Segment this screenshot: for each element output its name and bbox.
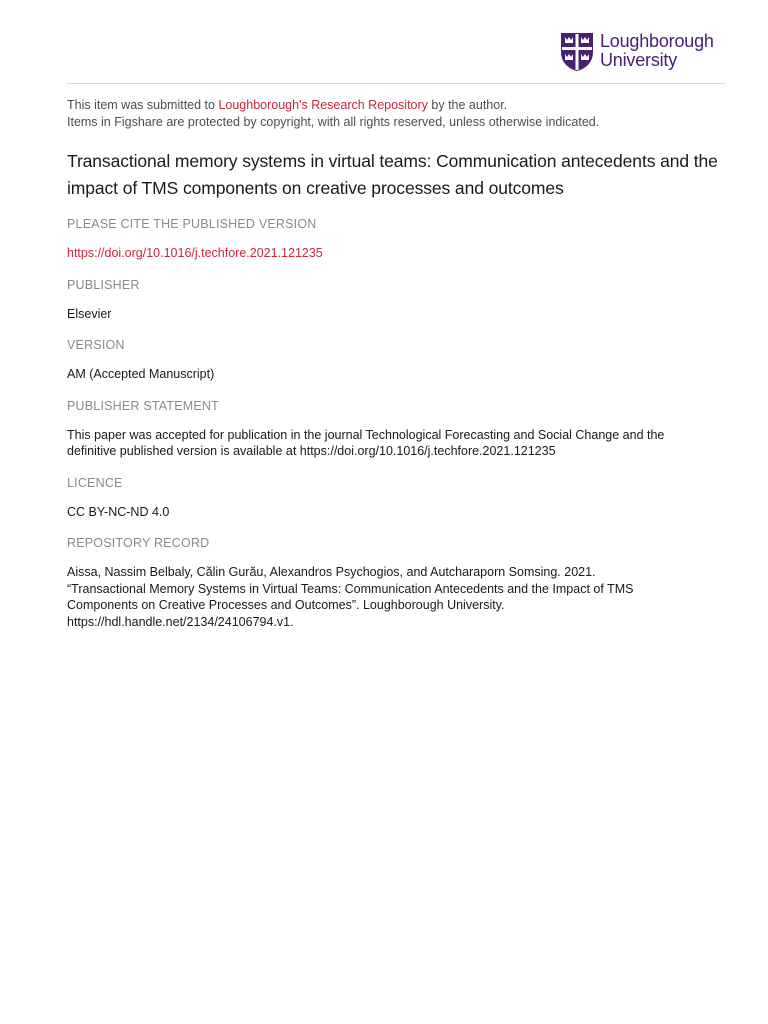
cover-page-body xyxy=(67,97,727,630)
notice-prefix: This item was submitted to xyxy=(67,98,219,112)
publisher-statement-line-2: definitive published version is available at https://doi.org/10.1016/j.techfore.2021.121235 xyxy=(67,444,556,458)
wordmark-line-1: Loughborough xyxy=(600,31,714,51)
version-value: AM (Accepted Manuscript) xyxy=(67,367,215,381)
repository-record-line-4: https://hdl.handle.net/2134/24106794.v1. xyxy=(67,614,294,629)
licence-label: LICENCE xyxy=(67,475,123,490)
repository-record-line-3: Components on Creative Processes and Outcomes”. Loughborough University. xyxy=(67,598,505,612)
document-title: Transactional memory systems in virtual teams: Communication antecedents and the impact of TMS components on creative processes and outcomes xyxy=(67,151,718,198)
copyright-notice: Items in Figshare are protected by copyright, with all rights reserved, unless otherwise indicated. xyxy=(67,114,600,129)
cite-label: PLEASE CITE THE PUBLISHED VERSION xyxy=(67,217,317,231)
publisher-label: PUBLISHER xyxy=(67,277,140,292)
header-divider xyxy=(67,83,725,84)
submission-notice xyxy=(67,97,727,114)
university-crest-icon xyxy=(560,32,594,72)
repository-record-line-1: Aissa, Nassim Belbaly, Călin Gurău, Alexandros Psychogios, and Autcharaporn Somsing. 2021. xyxy=(67,565,596,579)
repository-link[interactable]: Loughborough's Research Repository xyxy=(218,98,428,112)
doi-link[interactable]: https://doi.org/10.1016/j.techfore.2021.121235 xyxy=(67,246,323,260)
licence-value: CC BY-NC-ND 4.0 xyxy=(67,504,170,519)
repository-record-label: REPOSITORY RECORD xyxy=(67,536,210,550)
publisher-statement-line-1: This paper was accepted for publication in the journal Technological Forecasting and Social Change and the xyxy=(67,427,665,442)
university-logo xyxy=(560,32,714,72)
notice-suffix: by the author. xyxy=(427,98,508,112)
repository-record-line-2: “Transactional Memory Systems in Virtual Teams: Communication Antecedents and the Impact of TMS xyxy=(67,581,634,596)
version-label: VERSION xyxy=(67,338,125,352)
university-wordmark xyxy=(600,32,714,70)
publisher-value: Elsevier xyxy=(67,306,112,321)
wordmark-line-2: University xyxy=(600,50,678,70)
publisher-statement-label: PUBLISHER STATEMENT xyxy=(67,398,219,413)
